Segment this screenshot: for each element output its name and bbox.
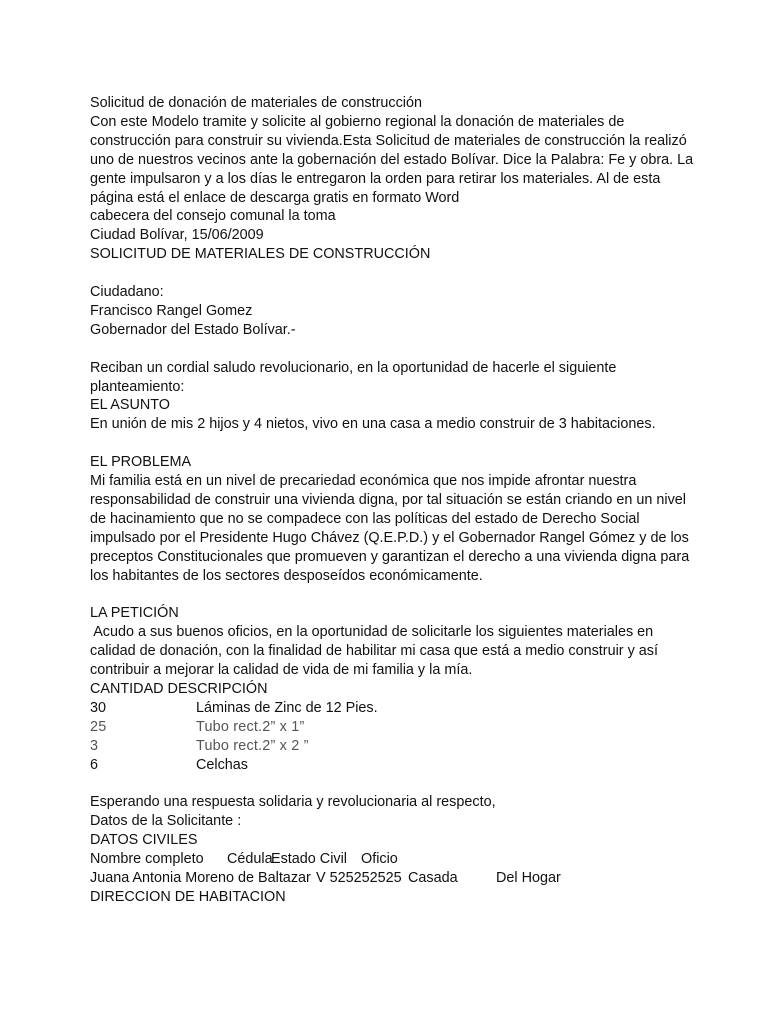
civil-header-name: Nombre completo (90, 851, 204, 868)
civil-header-id: Cédula (227, 851, 273, 868)
materials-table-header: CANTIDAD DESCRIPCIÓN (90, 681, 268, 698)
intro-line: uno de nuestros vecinos ante la gobernación del estado Bolívar. Dice la Palabra: Fe y obra. La (90, 151, 694, 168)
section-heading-datos-civiles: DATOS CIVILES (90, 832, 198, 849)
material-desc: Celchas (196, 756, 248, 773)
material-qty: 3 (90, 737, 99, 754)
applicant-id: V 525252525 (316, 870, 402, 886)
materials-row (90, 699, 750, 718)
closing-line: Esperando una respuesta solidaria y revolucionaria al respecto, (90, 794, 496, 811)
intro-line: construcción para construir su vivienda.Esta Solicitud de materiales de construcción la realizó (90, 132, 687, 149)
material-qty: 6 (90, 756, 99, 773)
material-desc: Tubo rect.2” x 2 ” (196, 737, 309, 754)
problem-line: de hacinamiento que no se compadece con las políticas del estado de Derecho Social (90, 510, 640, 527)
addressee-line: Francisco Rangel Gomez (90, 302, 253, 319)
material-desc: Láminas de Zinc de 12 Pies. (196, 699, 378, 716)
addressee-line: Gobernador del Estado Bolívar.- (90, 321, 296, 338)
material-desc: Tubo rect.2” x 1” (196, 718, 305, 735)
header-line: cabecera del consejo comunal la toma (90, 208, 336, 225)
problem-line: responsabilidad de construir una vivienda digna, por tal situación se están criando en un nivel (90, 491, 686, 508)
asunto-line: En unión de mis 2 hijos y 4 nietos, vivo en una casa a medio construir de 3 habitaciones. (90, 416, 656, 433)
problem-line: los habitantes de los sectores desposeídos económicamente. (90, 567, 483, 584)
greeting-line: Reciban un cordial saludo revolucionario, en la oportunidad de hacerle el siguiente (90, 359, 617, 376)
section-heading-peticion: LA PETICIÓN (90, 605, 179, 622)
material-qty: 30 (90, 699, 107, 716)
petition-line: calidad de donación, con la finalidad de habilitar mi casa que está a medio construir y así (90, 643, 658, 660)
problem-line: Mi familia está en un nivel de precariedad económica que nos impide afrontar nuestra (90, 473, 637, 490)
materials-row (90, 737, 750, 756)
intro-line: Con este Modelo tramite y solicite al gobierno regional la donación de materiales de (90, 113, 625, 130)
addressee-line: Ciudadano: (90, 284, 164, 301)
section-heading-problema: EL PROBLEMA (90, 454, 192, 471)
greeting-line: planteamiento: (90, 378, 185, 395)
civil-header-row (90, 850, 750, 869)
petition-line: Acudo a sus buenos oficios, en la oportunidad de solicitarle los siguientes materiales en (90, 624, 654, 641)
civil-header-status: Estado Civil (271, 851, 347, 868)
civil-data-row (90, 869, 750, 888)
document-page (90, 94, 750, 907)
materials-row (90, 718, 750, 737)
applicant-job: Del Hogar (496, 870, 561, 886)
civil-header-job: Oficio (361, 851, 398, 868)
intro-line: gente impulsaron y a los días le entregaron la orden para retirar los materiales. Al de esta (90, 170, 661, 187)
section-heading-asunto: EL ASUNTO (90, 397, 170, 414)
doc-title: Solicitud de donación de materiales de construcción (90, 95, 422, 111)
applicant-name: Juana Antonia Moreno de Baltazar (90, 870, 311, 886)
applicant-status: Casada (408, 870, 458, 886)
date-line: Ciudad Bolívar, 15/06/2009 (90, 227, 264, 244)
material-qty: 25 (90, 718, 107, 735)
letter-heading: SOLICITUD DE MATERIALES DE CONSTRUCCIÓN (90, 246, 431, 263)
problem-line: impulsado por el Presidente Hugo Chávez (Q.E.P.D.) y el Gobernador Rangel Gómez y de los (90, 529, 689, 546)
intro-line: página está el enlace de descarga gratis en formato Word (90, 189, 460, 206)
petition-line: contribuir a mejorar la calidad de vida de mi familia y la mía. (90, 662, 473, 679)
materials-row (90, 756, 750, 775)
problem-line: preceptos Constitucionales que promueven y garantizan el derecho a una vivienda digna para (90, 548, 690, 565)
section-heading-direccion: DIRECCION DE HABITACION (90, 888, 286, 905)
closing-line: Datos de la Solicitante : (90, 813, 242, 830)
